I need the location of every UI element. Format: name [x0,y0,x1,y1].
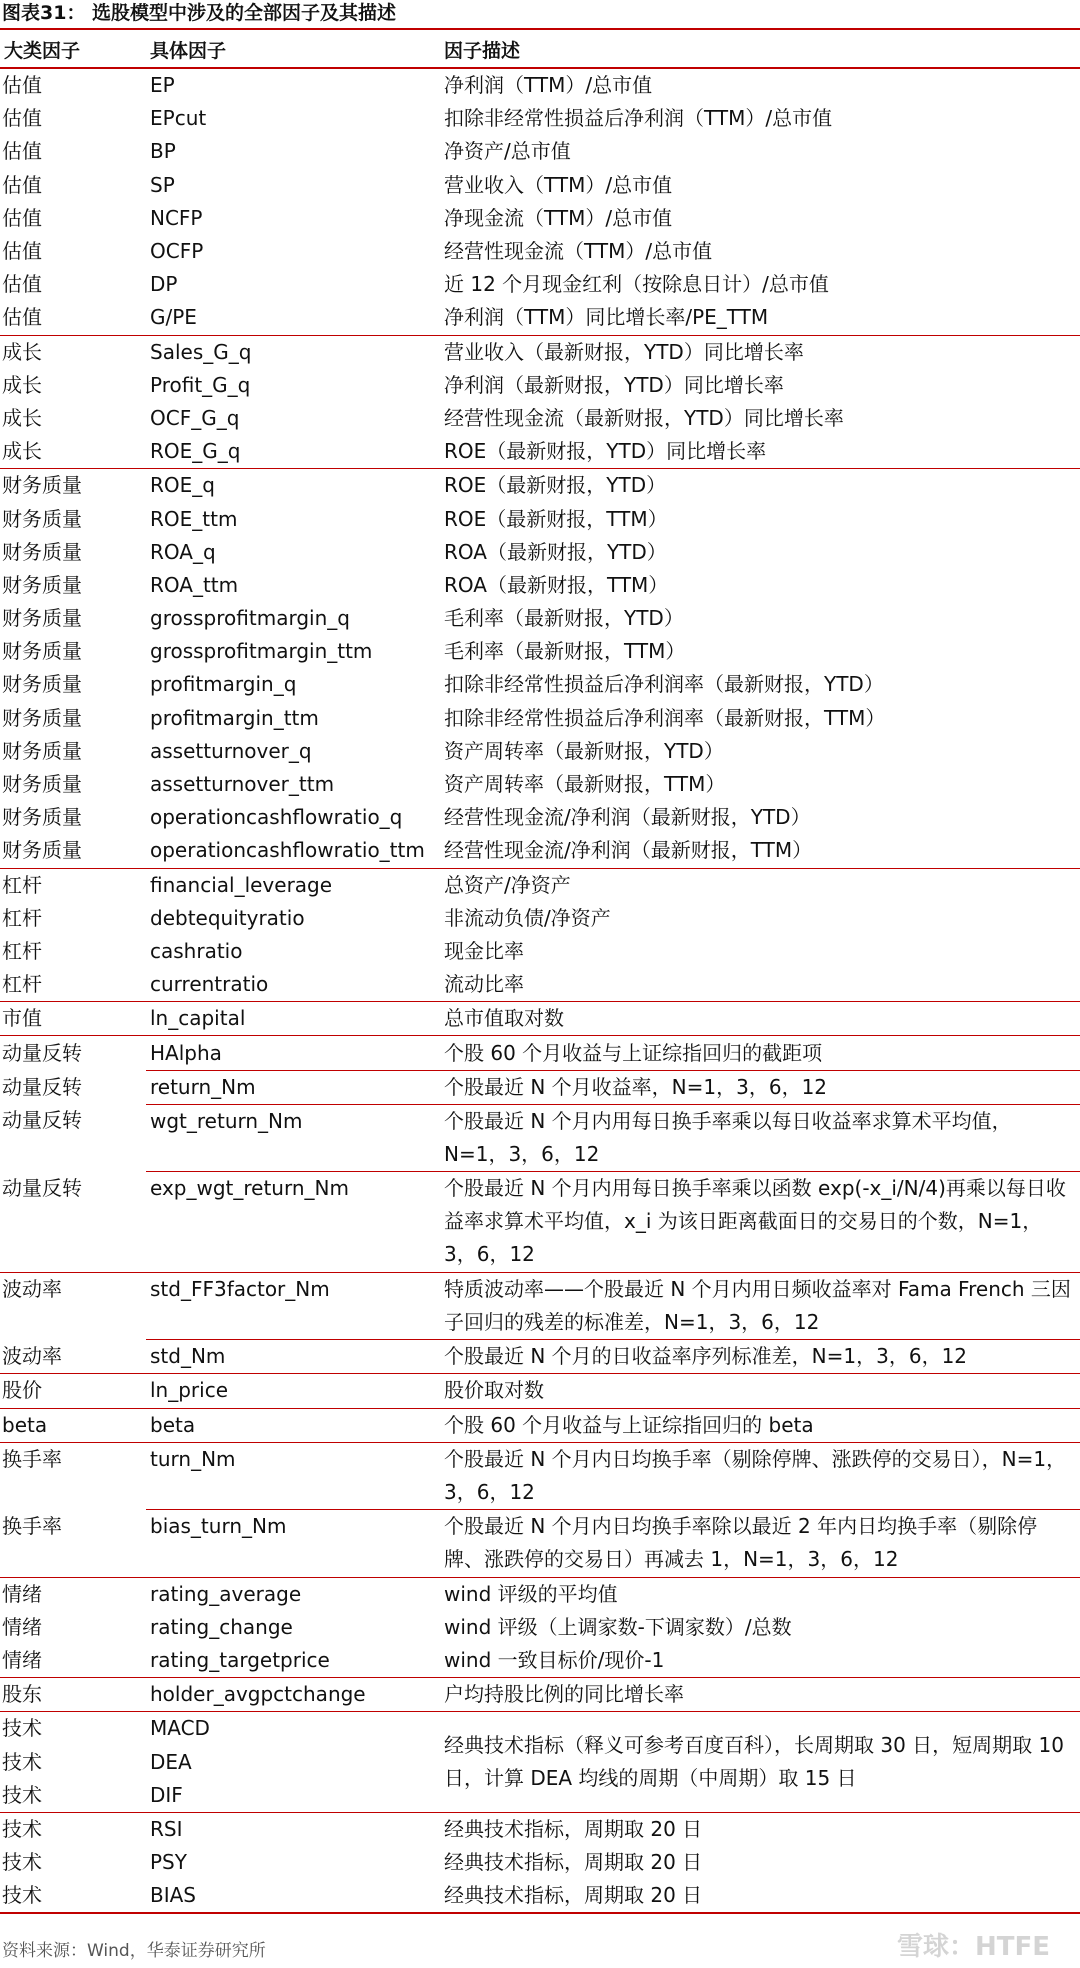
cell-factor: ROE_G_q [150,439,241,464]
cell-description: 营业收入（最新财报，YTD）同比增长率 [440,335,1080,369]
cell-category: 波动率 [2,1344,62,1369]
cell-factor: BIAS [146,1879,440,1913]
cell-category: 股价 [0,1374,146,1408]
cell-description: 个股最近 N 个月内日均换手率除以最近 2 年内日均换手率（剔除停牌、涨跌停的交易日）再减去 1，N=1，3，6，12 [440,1510,1080,1577]
table-row [0,1712,1080,1746]
header-row [0,31,1080,68]
cell-category: 财务质量 [2,539,82,564]
table-row [0,536,1080,569]
cell-description: 净现金流（TTM）/总市值 [444,205,673,230]
cell-category: 技术 [2,1850,42,1875]
table-row [0,169,1080,202]
cell-factor: SP [150,172,175,197]
cell-description: 个股最近 N 个月内日均换手率（剔除停牌、涨跌停的交易日），N=1，3，6，12 [440,1442,1080,1509]
cell-description: 特质波动率——个股最近 N 个月内用日频收益率对 Fama French 三因子回归的残差的标准差，N=1，3，6，12 [440,1272,1080,1339]
cell-description: 毛利率（最新财报，TTM） [444,639,686,664]
table-row [0,602,1080,635]
cell-category: 动量反转 [2,1074,82,1099]
cell-description: 经典技术指标，周期取 20 日 [440,1879,1080,1913]
cell-factor: operationcashflowratio_q [150,805,403,830]
cell-factor: RSI [146,1812,440,1846]
cell-factor: ROA_q [150,539,216,564]
cell-description: 资产周转率（最新财报，TTM） [444,772,726,797]
table-row [0,1611,1080,1644]
cell-factor: bias_turn_Nm [146,1510,440,1577]
table-row [0,1442,1080,1509]
cell-category: 估值 [2,139,42,164]
table-row [0,768,1080,801]
cell-description: 总市值取对数 [440,1002,1080,1036]
cell-factor: financial_leverage [146,868,440,902]
cell-description: ROE（最新财报，TTM） [444,506,668,531]
cell-category: 情绪 [0,1577,146,1611]
cell-description: 个股 60 个月收益与上证综指回归的截距项 [440,1036,1080,1070]
cell-description: wind 一致目标价/现价-1 [444,1648,665,1672]
cell-description: 净利润（TTM）同比增长率/PE_TTM [444,305,769,330]
table-row [0,801,1080,834]
cell-description: 经典技术指标，周期取 20 日 [440,1812,1080,1846]
table-row [0,435,1080,469]
cell-factor: currentratio [150,972,269,997]
cell-category: 情绪 [2,1614,42,1639]
cell-category: beta [0,1408,146,1442]
table-row [0,902,1080,935]
cell-description: 股价取对数 [440,1374,1080,1408]
table-row [0,635,1080,668]
cell-factor: EP [150,73,175,98]
cell-category: 成长 [2,372,42,397]
cell-description: 净利润（TTM）/总市值 [444,73,653,98]
table-row [0,834,1080,868]
cell-factor: assetturnover_q [150,738,312,763]
cell-description: 现金比率 [444,938,524,963]
cell-category: 动量反转 [2,1175,82,1200]
cell-category: 股东 [0,1678,146,1712]
cell-factor: Profit_G_q [150,372,251,397]
cell-factor: rating_average [146,1577,440,1611]
cell-description: 经营性现金流（最新财报，YTD）同比增长率 [444,405,844,430]
cell-factor: OCF_G_q [150,405,240,430]
table-row [0,968,1080,1002]
cell-category: 成长 [0,335,146,369]
cell-description: 个股最近 N 个月收益率，N=1，3，6，12 [440,1070,1080,1104]
cell-factor: ROE_ttm [150,506,238,531]
cell-factor: BP [150,139,176,164]
table-row [0,702,1080,735]
cell-factor: ROA_ttm [150,572,239,597]
cell-category: 估值 [2,305,42,330]
cell-category: 技术 [0,1879,146,1913]
cell-factor: rating_targetprice [150,1648,330,1672]
cell-category: 估值 [2,272,42,297]
cell-category: 技术 [2,1749,42,1774]
cell-category: 市值 [0,1002,146,1036]
table-row [0,1002,1080,1036]
table-row [0,469,1080,503]
cell-category: 财务质量 [2,838,82,863]
cell-category: 财务质量 [2,738,82,763]
cell-description: 营业收入（TTM）/总市值 [444,172,673,197]
table-row [0,1678,1080,1712]
cell-category: 杠杆 [2,972,42,997]
table-row [0,1510,1080,1577]
cell-category: 技术 [0,1812,146,1846]
cell-category: 估值 [2,106,42,131]
cell-description: 经典技术指标，周期取 20 日 [444,1850,703,1875]
factor-table [0,31,1080,1914]
cell-description: 个股最近 N 个月内用每日换手率乘以每日收益率求算术平均值，N=1，3，6，12 [440,1104,1080,1171]
cell-description: 资产周转率（最新财报，YTD） [444,738,724,763]
table-row [0,1070,1080,1104]
table-row [0,1577,1080,1611]
cell-category: 动量反转 [2,1108,82,1133]
table-body [0,68,1080,1913]
cell-category: 估值 [2,73,42,98]
cell-category: 技术 [2,1782,42,1807]
cell-category: 财务质量 [2,639,82,664]
table-row [0,569,1080,602]
cell-factor: ROE_q [146,469,440,503]
cell-description: 经营性现金流/净利润（最新财报，TTM） [444,838,813,863]
table-row [0,1644,1080,1678]
cell-category: 财务质量 [2,506,82,531]
cell-category: 情绪 [2,1648,42,1672]
cell-category: 杠杆 [2,938,42,963]
cell-description: 毛利率（最新财报，YTD） [444,606,684,631]
cell-description: 总资产/净资产 [440,868,1080,902]
cell-factor: profitmargin_q [150,672,297,697]
cell-category: 动量反转 [0,1036,146,1070]
table-row [0,1408,1080,1442]
table-row [0,68,1080,102]
cell-description: ROA（最新财报，YTD） [444,539,667,564]
cell-factor: HAlpha [146,1036,440,1070]
cell-description: 扣除非经常性损益后净利润率（最新财报，TTM） [444,705,886,730]
cell-factor: NCFP [150,205,203,230]
table-row [0,135,1080,168]
cell-factor: exp_wgt_return_Nm [146,1172,440,1273]
cell-category: 成长 [2,439,42,464]
cell-description: 净利润（最新财报，YTD）同比增长率 [444,372,784,397]
cell-description: 近 12 个月现金红利（按除息日计）/总市值 [444,272,829,297]
table-row [0,268,1080,301]
cell-factor: ln_capital [146,1002,440,1036]
cell-factor: wgt_return_Nm [146,1104,440,1171]
cell-factor: return_Nm [146,1070,440,1104]
cell-description: ROE（最新财报，YTD）同比增长率 [444,439,767,464]
cell-factor: MACD [146,1712,440,1746]
cell-description: ROA（最新财报，TTM） [444,572,669,597]
cell-category: 换手率 [0,1442,146,1509]
table-row [0,1879,1080,1913]
cell-category: 财务质量 [2,672,82,697]
cell-category: 财务质量 [2,606,82,631]
table-row [0,369,1080,402]
cell-factor: grossprofitmargin_q [150,606,350,631]
cell-factor: cashratio [150,938,243,963]
cell-description: wind 评级（上调家数-下调家数）/总数 [444,1614,792,1639]
table-row [0,1104,1080,1171]
cell-factor: holder_avgpctchange [146,1678,440,1712]
cell-category: 财务质量 [2,572,82,597]
cell-category: 杠杆 [0,868,146,902]
cell-category: 成长 [2,405,42,430]
title-divider [0,28,1080,30]
cell-factor: DP [150,272,178,297]
cell-category: 财务质量 [2,772,82,797]
cell-factor: beta [146,1408,440,1442]
cell-description: 个股最近 N 个月的日收益率序列标准差，N=1，3，6，12 [440,1340,1080,1374]
cell-category: 波动率 [0,1272,146,1339]
cell-factor: EPcut [150,106,207,131]
header-description: 因子描述 [440,31,1080,68]
header-category: 大类因子 [0,31,146,68]
cell-factor: G/PE [150,305,197,330]
figure-title: 图表31： 选股模型中涉及的全部因子及其描述 [2,2,397,24]
cell-factor: OCFP [150,239,204,264]
table-row [0,202,1080,235]
cell-description: ROE（最新财报，YTD） [440,469,1080,503]
cell-factor: operationcashflowratio_ttm [150,838,425,863]
cell-factor: ln_price [146,1374,440,1408]
cell-category: 技术 [0,1712,146,1746]
cell-factor: DIF [150,1782,183,1807]
table-row [0,235,1080,268]
table-row [0,735,1080,768]
cell-description: 流动比率 [444,972,524,997]
table-row [0,1172,1080,1273]
source-note: 资料来源：Wind，华泰证券研究所 [2,1941,266,1961]
cell-description: 净资产/总市值 [444,139,571,164]
cell-category: 杠杆 [2,905,42,930]
cell-description: 个股 60 个月收益与上证综指回归的 beta [440,1408,1080,1442]
cell-description: 扣除非经常性损益后净利润率（最新财报，YTD） [444,672,884,697]
cell-description: wind 评级的平均值 [440,1577,1080,1611]
cell-description: 非流动负债/净资产 [444,905,611,930]
table-row [0,301,1080,335]
cell-category: 财务质量 [0,469,146,503]
table-row [0,402,1080,435]
table-row [0,335,1080,369]
watermark: 雪球：HTFE [896,1932,1050,1962]
cell-factor: std_FF3factor_Nm [146,1272,440,1339]
table-row [0,1812,1080,1846]
cell-factor: debtequityratio [150,905,305,930]
table-row [0,502,1080,535]
table-row [0,868,1080,902]
table-row [0,668,1080,701]
cell-factor: turn_Nm [146,1442,440,1509]
cell-factor: profitmargin_ttm [150,705,319,730]
table-row [0,935,1080,968]
cell-factor: assetturnover_ttm [150,772,335,797]
table-row [0,1374,1080,1408]
table-row [0,1036,1080,1070]
cell-factor: std_Nm [146,1340,440,1374]
cell-category: 财务质量 [2,805,82,830]
cell-description: 个股最近 N 个月内用每日换手率乘以函数 exp(-x_i/N/4)再乘以每日收益率求算术平均值，x_i 为该日距离截面日的交易日的个数，N=1，3，6，12 [440,1172,1080,1273]
header-factor: 具体因子 [146,31,440,68]
cell-factor: PSY [150,1850,187,1875]
cell-category: 估值 [2,239,42,264]
table-row [0,1272,1080,1339]
cell-description: 经营性现金流（TTM）/总市值 [444,239,713,264]
cell-category: 估值 [2,172,42,197]
cell-factor: Sales_G_q [146,335,440,369]
table-row [0,1340,1080,1374]
cell-factor: rating_change [150,1614,293,1639]
cell-category: 估值 [2,205,42,230]
cell-description: 经营性现金流/净利润（最新财报，YTD） [444,805,811,830]
cell-description: 扣除非经常性损益后净利润（TTM）/总市值 [444,106,833,131]
cell-factor: DEA [150,1749,192,1774]
table-row [0,102,1080,135]
cell-description: 户均持股比例的同比增长率 [440,1678,1080,1712]
table-row [0,1846,1080,1879]
cell-factor: grossprofitmargin_ttm [150,639,373,664]
cell-description: 经典技术指标（释义可参考百度百科），长周期取 30 日，短周期取 10 日，计算 DEA 均线的周期（中周期）取 15 日 [440,1712,1080,1813]
cell-category: 财务质量 [2,705,82,730]
cell-category: 换手率 [2,1513,62,1538]
